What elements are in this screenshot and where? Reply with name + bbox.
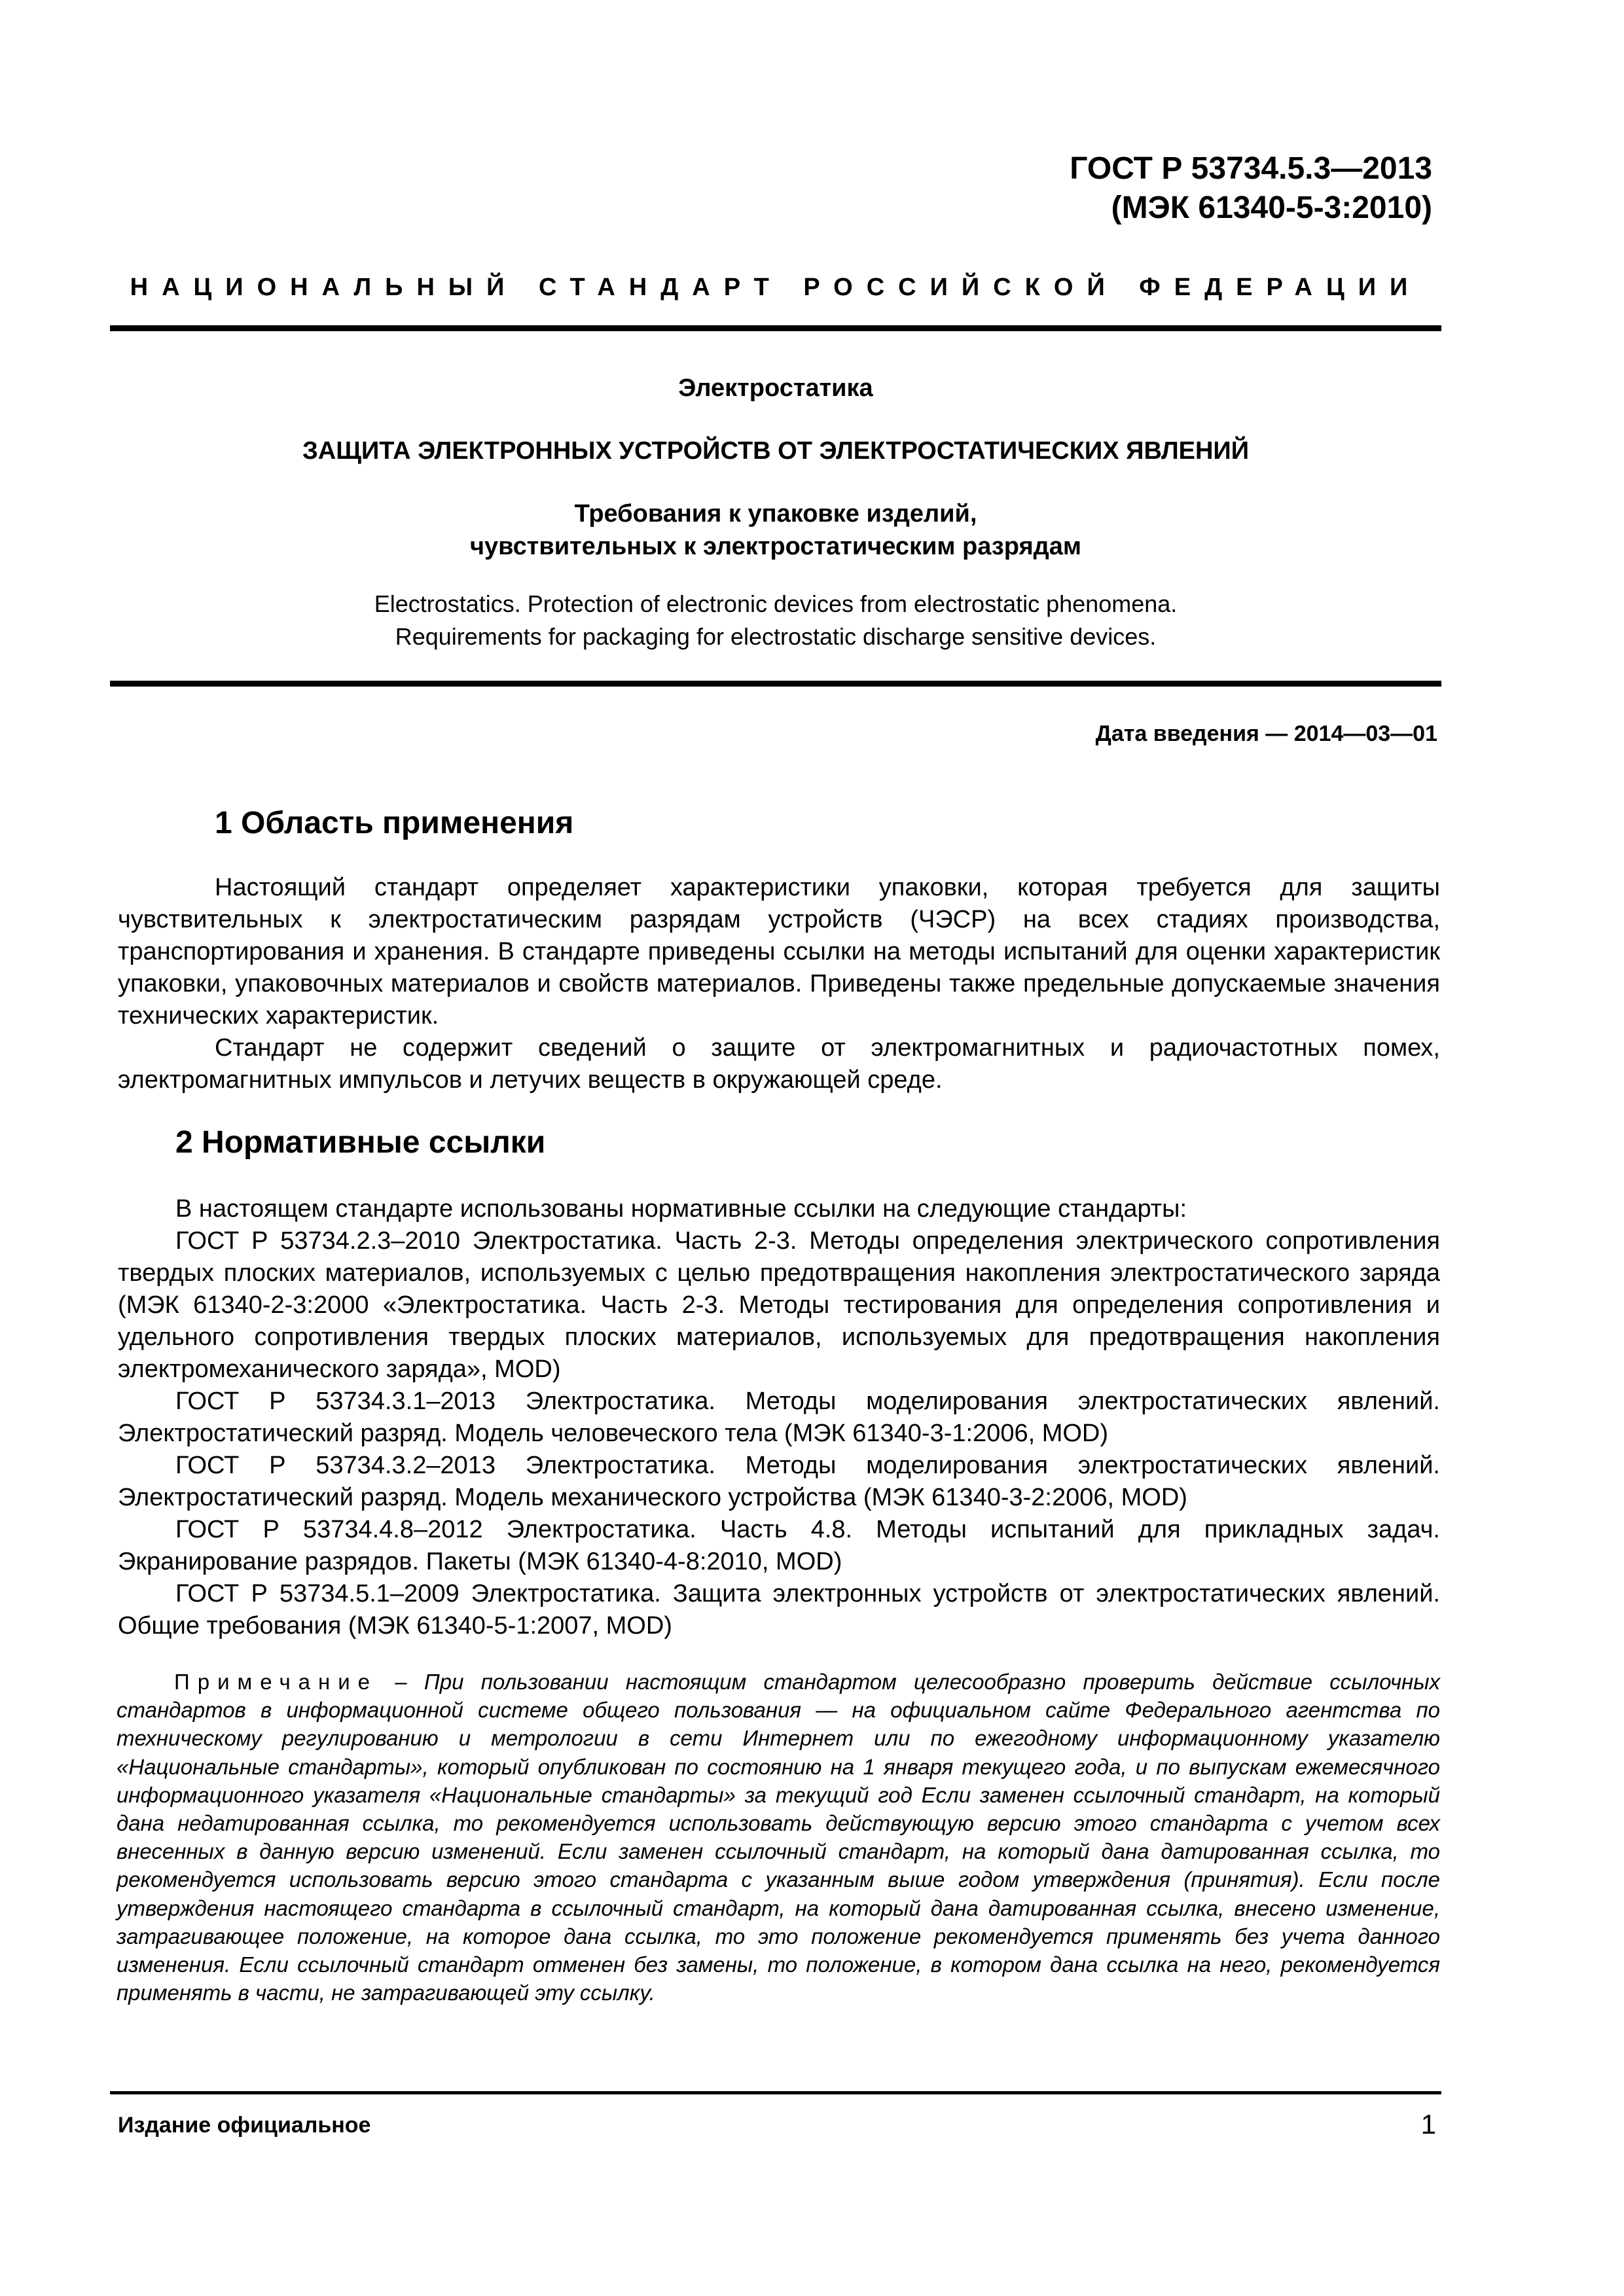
note-paragraph xyxy=(117,1668,1440,2007)
title-main: ЗАЩИТА ЭЛЕКТРОННЫХ УСТРОЙСТВ ОТ ЭЛЕКТРОСТАТИЧЕСКИХ ЯВЛЕНИЙ xyxy=(302,437,1250,465)
reference-item: ГОСТ Р 53734.2.3–2010 Электростатика. Часть 2-3. Методы определения электрического сопротивления твердых плоских материалов, используемых с целью предотвращения накопления электростатического заряда (МЭК 61340-2-3:2000 «Электростатика. Часть 2-3. Методы тестирования для определения сопротивления и удельного сопротивления твердых плоских материалов, используемых для предотвращения накопления электромеханического заряда», MOD) xyxy=(118,1227,1440,1383)
note-label: Примечание xyxy=(174,1670,378,1694)
document-code xyxy=(1070,149,1432,228)
standard-number: ГОСТ Р 53734.5.3—2013 xyxy=(1070,151,1432,186)
section1-paragraph: Настоящий стандарт определяет характеристики упаковки, которая требуется для защиты чувствительных к электростатическим разрядам устройств (ЧЭСР) на всех стадиях производства, транспортирования и хранения. В стандарте приведены ссылки на методы испытаний для оценки характеристик упаковки, упаковочных материалов и свойств материалов. Приведены также предельные допускаемые значения технических характеристик. xyxy=(118,874,1440,1030)
page-number: 1 xyxy=(1420,2109,1436,2140)
note-text: При пользовании настоящим стандартом целесообразно проверить действие ссылочных стандартов в информационной системе общего пользования — на официальном сайте Федерального агентства по техническому регулированию и метрологии в сети Интернет или по ежегодному информационному указателю «Национальные стандарты», который опубликован по состоянию на 1 января текущего года, и по выпускам ежемесячного информационного указателя «Национальные стандарты» за текущий год Если заменен ссылочный стандарт, на который дана недатированная ссылка, то рекомендуется использовать действующую версию этого стандарта с учетом всех внесенных в данную версию изменений. Если заменен ссылочный стандарт, на который дана датированная ссылка, то рекомендуется использовать версию этого стандарта с указанным выше годом утверждения (принятия). Если после утверждения настоящего стандарта в ссылочный стандарт, на который дана датированная ссылка, внесено изменение, затрагивающее положение, на которое дана ссылка, то это положение рекомендуется применять без учета данного изменения. Если ссылочный стандарт отменен без замены, то положение, в котором дана ссылка на него, рекомендуется применять в части, не затрагивающей эту ссылку. xyxy=(117,1670,1440,2005)
title-requirements xyxy=(110,497,1441,563)
title-divider xyxy=(110,681,1441,687)
title-subject: Электростатика xyxy=(678,374,873,402)
title-english-line1: Electrostatics. Protection of electronic devices from electrostatic phenomena. xyxy=(374,590,1178,617)
introduction-date: Дата введения — 2014—03—01 xyxy=(1095,721,1437,746)
national-standard-banner: НАЦИОНАЛЬНЫЙ СТАНДАРТ РОССИЙСКОЙ ФЕДЕРАЦИИ xyxy=(130,274,1422,301)
footer-divider xyxy=(110,2091,1441,2094)
iec-equivalent: (МЭК 61340-5-3:2010) xyxy=(1111,190,1432,225)
reference-item: ГОСТ Р 53734.3.2–2013 Электростатика. Методы моделирования электростатических явлений. Электростатический разряд. Модель механического устройства (МЭК 61340-3-2:2006, MOD) xyxy=(118,1452,1440,1511)
section2-body xyxy=(118,1193,1440,1642)
section1-heading: 1 Область применения xyxy=(215,806,574,840)
title-english xyxy=(110,588,1441,653)
reference-item: ГОСТ Р 53734.5.1–2009 Электростатика. Защита электронных устройств от электростатических явлений. Общие требования (МЭК 61340-5-1:2007, MOD) xyxy=(118,1580,1440,1640)
section1-body xyxy=(118,872,1440,1096)
section2-heading: 2 Нормативные ссылки xyxy=(175,1125,546,1160)
note-block xyxy=(117,1668,1440,2007)
top-divider xyxy=(110,325,1441,331)
reference-item: ГОСТ Р 53734.3.1–2013 Электростатика. Методы моделирования электростатических явлений. Электростатический разряд. Модель человеческого тела (МЭК 61340-3-1:2006, MOD) xyxy=(118,1388,1440,1447)
note-dash: – xyxy=(378,1670,424,1694)
reference-item: ГОСТ Р 53734.4.8–2012 Электростатика. Часть 4.8. Методы испытаний для прикладных задач. Экранирование разрядов. Пакеты (МЭК 61340-4-8:2010, MOD) xyxy=(118,1516,1440,1575)
section1-paragraph: Стандарт не содержит сведений о защите от электромагнитных и радиочастотных помех, электромагнитных импульсов и летучих веществ в окружающей среде. xyxy=(118,1034,1440,1094)
edition-label: Издание официальное xyxy=(118,2113,371,2138)
title-english-line2: Requirements for packaging for electrostatic discharge sensitive devices. xyxy=(395,623,1157,650)
section2-paragraph: В настоящем стандарте использованы нормативные ссылки на следующие стандарты: xyxy=(175,1195,1187,1223)
title-requirements-line2: чувствительных к электростатическим разрядам xyxy=(469,533,1082,560)
title-requirements-line1: Требования к упаковке изделий, xyxy=(574,500,977,528)
